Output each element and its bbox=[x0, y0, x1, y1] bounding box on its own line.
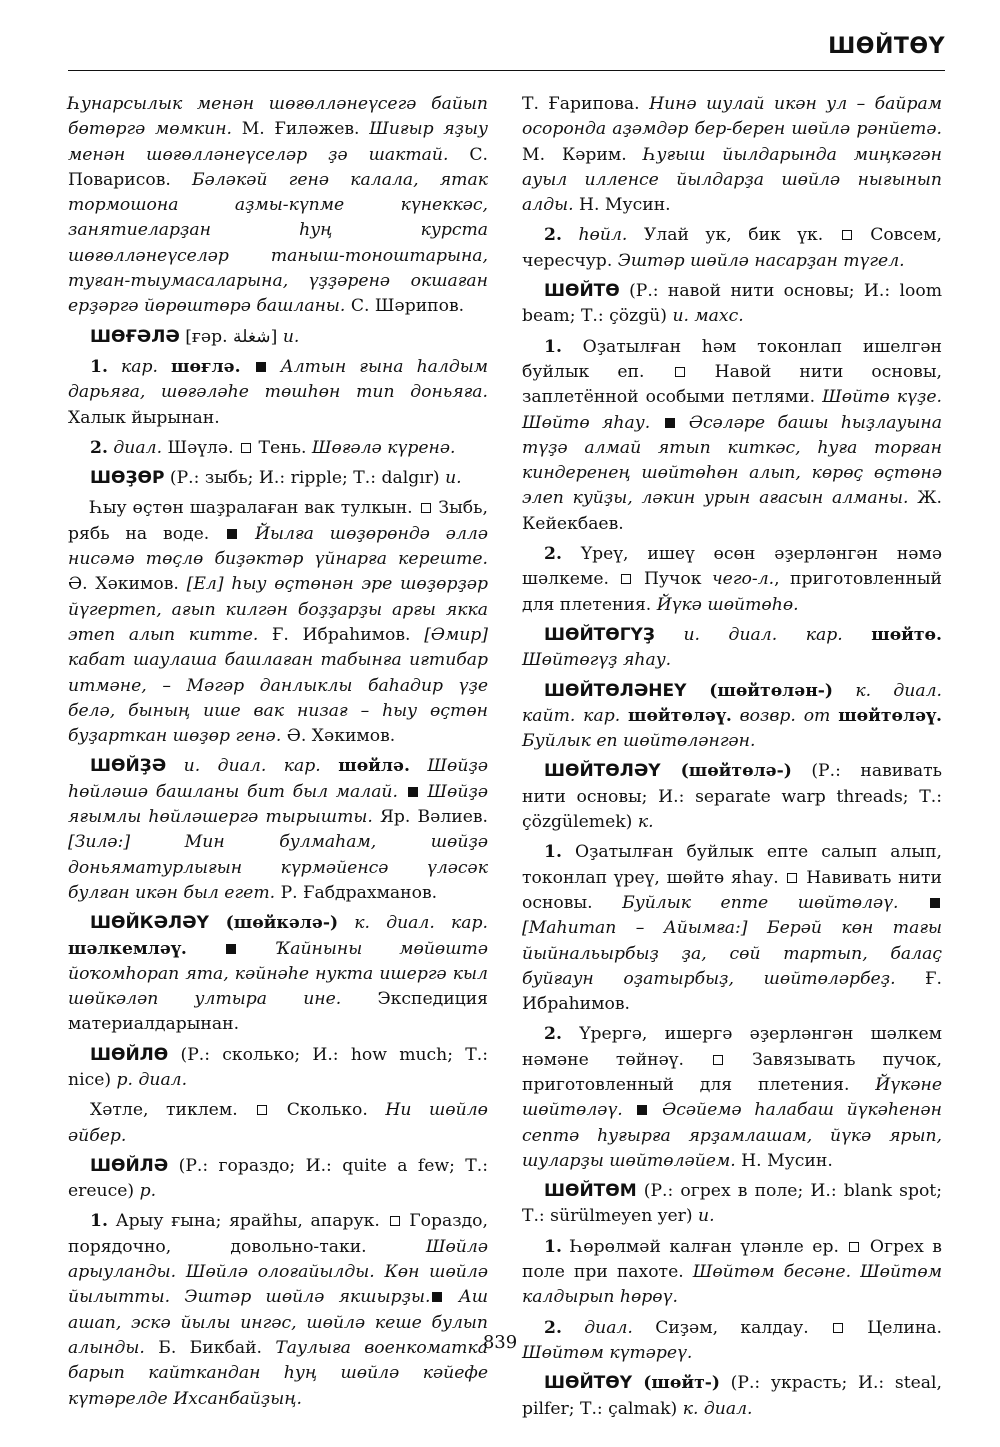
example-text: Шөйтөм күтәреү. bbox=[522, 1342, 693, 1363]
filled-square-icon bbox=[930, 898, 940, 908]
translation: Навивать нити основы. bbox=[522, 867, 943, 913]
left-column bbox=[68, 92, 488, 1417]
sense-number: 2. bbox=[544, 1024, 562, 1045]
entry-shoytou bbox=[522, 1371, 942, 1422]
sense-2 bbox=[522, 542, 942, 618]
definition: Хәтле, тиклем. bbox=[90, 1100, 256, 1121]
headword: ШӨЙЛӨ bbox=[90, 1044, 169, 1065]
sense-number: 2. bbox=[544, 1317, 562, 1338]
translation: Завязывать пучок, приготовленный для плетения. bbox=[522, 1049, 942, 1095]
example-text: Алтын ғына һалдым дарьяға, шөғәләһе төшһөн тип доньяға. bbox=[68, 356, 489, 403]
translation: Зыбь, рябь на воде. bbox=[68, 498, 488, 544]
source: Экспедиция материалдарынан. bbox=[68, 989, 489, 1035]
filled-square-icon bbox=[665, 418, 675, 428]
headword: ШӨЙТӨЛӘНЕҮ bbox=[544, 680, 687, 701]
sense-number: 1. bbox=[544, 1236, 562, 1257]
sense-2 bbox=[522, 1022, 942, 1174]
running-head: ШӨЙТӨҮ bbox=[828, 34, 945, 59]
equivalents: (Р.: навивать нити основы; И.: separate warp threads; Т.: çözgülemek) bbox=[522, 761, 942, 833]
definition: Үрергә, ишергә әҙерләнгән шәлкем нәмәне төйнәү. bbox=[522, 1024, 942, 1070]
label: к. диал. кар. bbox=[338, 913, 488, 934]
open-square-icon bbox=[787, 873, 797, 883]
open-square-icon bbox=[390, 1216, 400, 1226]
sense-number: 1. bbox=[90, 356, 108, 377]
part-of-speech: и. махс. bbox=[672, 306, 744, 327]
source: Яр. Вәлиев. bbox=[372, 807, 489, 828]
equivalents: (Р.: навой нити основы; И.: loom beam; Т.: çözgü) bbox=[522, 281, 942, 327]
open-square-icon bbox=[675, 367, 685, 377]
equivalents: (Р.: зыбь; И.: ripple; Т.: dalgır) bbox=[164, 468, 446, 489]
example-text: Әсәйемә һалабаш йүкәһенән септә һуғырға ярҙамлашам, йүкә ярып, шуларҙы шөйтөләйем. bbox=[522, 1100, 942, 1171]
right-column bbox=[522, 92, 942, 1427]
equivalents: (Р.: украсть; И.: steal, pilfer; Т.: çalmak) bbox=[522, 1373, 942, 1419]
cross-reference: шөйлә. bbox=[338, 756, 410, 777]
label: возвр. от bbox=[731, 705, 839, 726]
sense-number: 2. bbox=[544, 544, 562, 565]
cross-reference: шөйтөләү. bbox=[838, 705, 943, 726]
definition: Арыу ғына; ярайһы, апарук. bbox=[107, 1211, 388, 1232]
label: һөйл. bbox=[561, 225, 628, 246]
entry-shoykalau bbox=[68, 911, 488, 1037]
example-text: Йүкәне шөйтөләү. bbox=[522, 1074, 942, 1121]
etymology: ] bbox=[270, 326, 283, 347]
stem-form: (шөйтөлән-) bbox=[686, 680, 834, 701]
example-text: Шөйлә арыуланды. Шөйлә олоғайылды. Көн шөйлә йылытты. Эштәр шөйлә якшырҙы. bbox=[68, 1236, 488, 1308]
entry-definition bbox=[68, 496, 488, 749]
equivalents: (Р.: сколько; И.: how much; Т.: nice) bbox=[68, 1044, 488, 1090]
source: Халык йырынан. bbox=[68, 407, 220, 428]
example-text: Буйлык еп шөйтөләнгән. bbox=[522, 731, 756, 752]
sense-1 bbox=[522, 335, 942, 537]
entry-shogala bbox=[68, 325, 488, 350]
example-text: Әсәләре башы һыҙлауына түҙә алмай ятып киткәс, һуға торған киндеренең шөйтөһөн алып, көрөҫ өҫтөнә элеп куйҙы, ләкин урын ағасын алманы. bbox=[522, 412, 942, 509]
filled-square-icon bbox=[226, 944, 236, 954]
stem-form: (шөйт-) bbox=[632, 1373, 720, 1394]
arabic-etymon: شغلة bbox=[233, 326, 271, 347]
translation: Огрех в поле при пахоте. bbox=[522, 1236, 942, 1283]
equivalents: (Р.: гораздо; И.: quite a few; Т.: ereuce) bbox=[68, 1155, 488, 1202]
definition: Сиҙәм, калдау. bbox=[632, 1317, 831, 1338]
example-text: Шөйҙә яғымлы һөйләшергә тырышты. bbox=[68, 781, 488, 828]
source: Н. Мусин. bbox=[735, 1150, 833, 1171]
translation: Гораздо, порядочно, довольно-таки. bbox=[68, 1211, 488, 1257]
label: диал. bbox=[107, 437, 163, 458]
headword: ШӨЙТӨ bbox=[544, 281, 620, 302]
definition: Шәүлә. bbox=[162, 437, 240, 458]
page-number: 839 bbox=[482, 1332, 518, 1353]
label: диал. bbox=[561, 1317, 633, 1338]
filled-square-icon bbox=[432, 1292, 442, 1302]
headword: ШӨЙКӘЛӘҮ bbox=[90, 913, 209, 934]
definition: Оҙатылған буйлык епте салып алып, токонлап үреү, шөйтө яһау. bbox=[522, 842, 942, 888]
headword: ШӨЙТӨҮ bbox=[544, 1373, 633, 1394]
source: С. Шәрипов. bbox=[345, 296, 465, 317]
example-text: Шөйтөгүҙ яһау. bbox=[522, 650, 672, 671]
definition: Һөрөлмәй калған үләнле ер. bbox=[561, 1236, 848, 1257]
entry-continuation bbox=[68, 92, 488, 320]
source: Ә. Хәкимов. bbox=[68, 574, 187, 595]
part-of-speech: и. bbox=[445, 468, 462, 489]
translation: Навой нити основы, заплетённой особыми петлями. bbox=[522, 361, 942, 408]
sense-number: 1. bbox=[90, 1211, 108, 1232]
example-text: [Зилә:] Мин булмаһам, шөйҙә доньяматурлығын күрмәйенсә үләсәк булған икән был егет. bbox=[68, 832, 488, 903]
example-text: Эштәр шөйлә насарҙан түгел. bbox=[617, 250, 905, 271]
example-text: Бәләкәй генә калала, ятак тормошона аҙмы-күпме күнеккәс, занятиеларҙан һуң курста шөғөлләнеүселәр таныш-тоноштарына, туған-тыумасаларына, үҙҙәренә окшаған ерҙәргә йөрөштөрә башланы. bbox=[68, 169, 488, 317]
open-square-icon bbox=[257, 1105, 267, 1115]
sense-number: 1. bbox=[544, 842, 562, 863]
filled-square-icon bbox=[256, 362, 266, 372]
open-square-icon bbox=[241, 443, 251, 453]
source: Ғ. Ибраһимов. bbox=[258, 624, 425, 645]
filled-square-icon bbox=[408, 787, 418, 797]
headword: ШӨҘӨР bbox=[90, 468, 165, 489]
part-of-speech: и. bbox=[698, 1206, 715, 1227]
sense-1 bbox=[522, 840, 942, 1017]
example-text: Йылға шөҙөрөндә әллә нисәмә төҫлө биҙәктәр үйнарға кереште. bbox=[68, 523, 488, 570]
entry-shoytolau bbox=[522, 759, 942, 835]
sense-number: 2. bbox=[544, 225, 562, 246]
label: и. диал. кар. bbox=[654, 624, 872, 645]
sense-1 bbox=[68, 355, 488, 431]
etymology: [ғәр. bbox=[179, 326, 234, 347]
cross-reference: шөғлә. bbox=[171, 356, 241, 377]
entry-continuation bbox=[522, 92, 942, 218]
cross-reference: шөйтөләү. bbox=[628, 705, 732, 726]
definition: Оҙатылған һәм токонлап ишелгән буйлык еп. bbox=[522, 336, 942, 382]
example-text: Шөйтө күҙе. Шөйтө яһау. bbox=[522, 387, 942, 433]
sense-1 bbox=[68, 1209, 488, 1411]
source: Т. Ғарипова. bbox=[522, 94, 650, 114]
sense-number: 1. bbox=[544, 336, 562, 357]
cross-reference: шәлкемләү. bbox=[68, 938, 187, 959]
entry-shoylo bbox=[68, 1043, 488, 1094]
entry-shoytolaneu bbox=[522, 679, 942, 755]
source: М. Кәрим. bbox=[522, 144, 644, 165]
example-text: Шөйтөм бесәне. Шөйтөм калдырып һөрөү. bbox=[522, 1262, 942, 1308]
definition: Һыу өҫтөн шаҙралаған вак тулкын. bbox=[90, 498, 419, 519]
part-of-speech: р. диал. bbox=[116, 1069, 188, 1090]
example-text: Шөйҙә һөйләшә башланы бит был малай. bbox=[68, 756, 488, 802]
example-text: Шөғәлә күренә. bbox=[311, 437, 456, 458]
example-text: [Маһитап – Айымға:] Берәй көн тағы йыйнальырбыҙ ҙа, сөй тартып, балаҫ буйғаун оҙатырбыҙ, шөйтөләрбеҙ. bbox=[522, 918, 942, 989]
header-rule bbox=[68, 70, 945, 71]
entry-shoytoguz bbox=[522, 623, 942, 674]
example-text: Ҡайныны мөйөштә йоҡомһорап ята, кәйнәһе нукта ишергә кыл шөйкәләп ултыра ине. bbox=[68, 938, 489, 1010]
example-text: Шиғыр яҙыу менән шөғөлләнеүселәр ҙә шактай. bbox=[68, 119, 488, 165]
source: Ә. Хәкимов. bbox=[281, 726, 396, 747]
cross-reference: шөйтө. bbox=[871, 624, 942, 645]
headword: ШӨЙҘӘ bbox=[90, 756, 167, 777]
headword: ШӨЙТӨЛӘҮ bbox=[544, 761, 661, 782]
example-text: Аш ашап, эскә йылы ингәс, шөйлә кеше булып алынды. bbox=[68, 1287, 489, 1358]
open-square-icon bbox=[713, 1055, 723, 1065]
entry-shoyto bbox=[522, 279, 942, 330]
source: М. Ғиләжев. bbox=[232, 119, 370, 140]
open-square-icon bbox=[849, 1242, 859, 1252]
sense-2 bbox=[522, 223, 942, 274]
source: С. Поварисов. bbox=[68, 144, 488, 190]
source: Ж. Кейекбаев. bbox=[522, 488, 942, 534]
part-of-speech: к. bbox=[637, 812, 654, 833]
headword: ШӨЙЛӘ bbox=[90, 1155, 169, 1176]
label: и. диал. кар. bbox=[166, 756, 339, 777]
example-text: Буйлык епте шөйтөләү. bbox=[622, 892, 899, 913]
definition: Улай ук, бик үк. bbox=[627, 225, 840, 246]
source: Н. Мусин. bbox=[573, 195, 671, 216]
translation: Сколько. bbox=[269, 1100, 386, 1121]
label: чего-л. bbox=[711, 569, 775, 590]
open-square-icon bbox=[621, 574, 631, 584]
open-square-icon bbox=[842, 230, 852, 240]
translation: Пучок bbox=[633, 569, 712, 590]
open-square-icon bbox=[421, 503, 431, 513]
source: Б. Бикбай. bbox=[144, 1337, 276, 1358]
filled-square-icon bbox=[227, 529, 237, 539]
translation: Целина. bbox=[844, 1317, 942, 1338]
translation: , приготовленный для плетения. bbox=[522, 569, 942, 615]
example-text: Нинә шулай икән ул – байрам осоронда аҙәмдәр бер-берен шөйлә рәнйетә. bbox=[522, 94, 942, 140]
example-text: Һунарсылык менән шөғөлләнеүсегә байып бөтөргә мөмкин. bbox=[68, 94, 488, 140]
equivalents: (Р.: огрех в поле; И.: blank spot; Т.: sürülmeyen yer) bbox=[522, 1181, 942, 1227]
translation: Совсем, чересчур. bbox=[522, 225, 942, 271]
example-text: Йүкә шөйтөһө. bbox=[656, 594, 799, 615]
example-text: Һуғыш йылдарында миңкәгән ауыл илленсе йылдарҙа шөйлә нығынып алды. bbox=[522, 144, 942, 216]
part-of-speech: р. bbox=[139, 1181, 157, 1202]
definition: Үреү, ишеү өсөн әҙерләнгән нәмә шәлкеме. bbox=[522, 544, 942, 590]
entry-shoydo bbox=[68, 754, 488, 906]
sense-1 bbox=[522, 1235, 942, 1311]
filled-square-icon bbox=[637, 1105, 647, 1115]
source: Р. Ғабдрахманов. bbox=[275, 882, 438, 903]
entry-shoytom bbox=[522, 1179, 942, 1230]
label: к. диал. кайт. кар. bbox=[522, 680, 942, 726]
translation: Тень. bbox=[253, 437, 312, 458]
stem-form: (шөйкәлә-) bbox=[208, 913, 339, 934]
example-text: [Ел] һыу өҫтөнән эре шөҙөрҙәр йүгертеп, ағып килгән боҙҙарҙы арғы якка этеп алып китте. bbox=[68, 574, 488, 645]
stem-form: (шөйтөлә-) bbox=[660, 761, 792, 782]
sense-2 bbox=[68, 436, 488, 461]
sense-number: 2. bbox=[90, 437, 108, 458]
example-text: Таулыға военкоматка барып кайткандан һуң шөйлә кәйефе күтәрелде Ихсанбайҙың. bbox=[68, 1337, 488, 1409]
part-of-speech: и. bbox=[282, 326, 300, 347]
headword: ШӨЙТӨМ bbox=[544, 1181, 637, 1202]
entry-shodor bbox=[68, 466, 488, 491]
label: кар. bbox=[107, 356, 172, 377]
headword: ШӨЙТӨГҮҘ bbox=[544, 624, 655, 645]
entry-definition bbox=[68, 1098, 488, 1149]
example-text: Ни шөйлө әйбер. bbox=[68, 1100, 489, 1146]
headword: ШӨҒӘЛӘ bbox=[90, 326, 180, 347]
entry-shoyla bbox=[68, 1154, 488, 1205]
part-of-speech: к. диал. bbox=[682, 1398, 753, 1419]
source: Ғ. Ибраһимов. bbox=[522, 968, 942, 1015]
example-text: [Әмир] кабат шаулаша башлаған табынға иғтибар итмәне, – Мәгәр данлыклы баһадир үҙе белә, бының ише вак низағ – һыу өҫтөн буҙарткан шөҙөр генә. bbox=[68, 624, 489, 747]
